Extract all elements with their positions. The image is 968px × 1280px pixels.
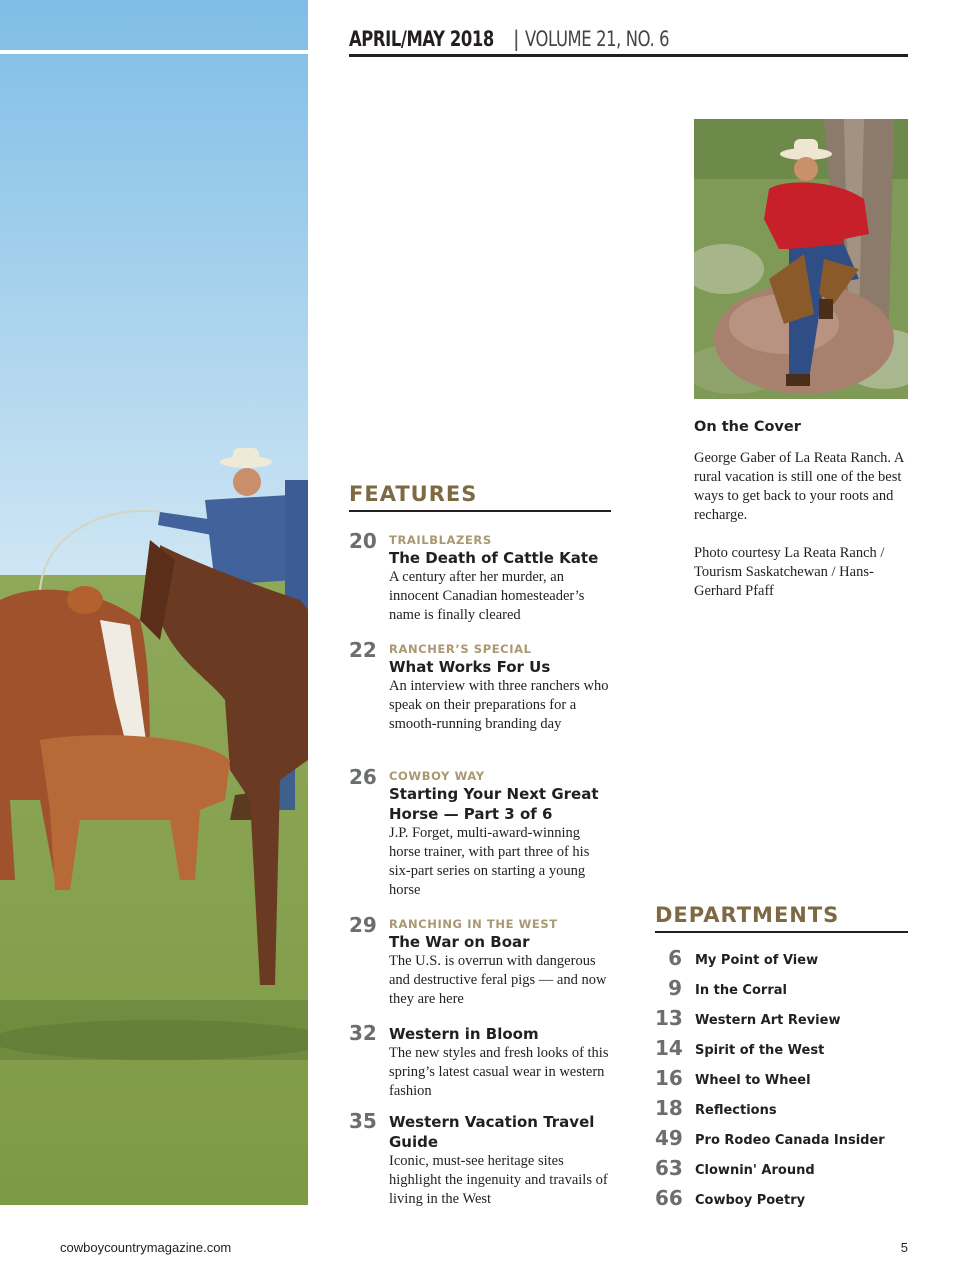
department-name[interactable]: Pro Rodeo Canada Insider <box>695 1133 885 1148</box>
feature-kicker: COWBOY WAY <box>389 769 485 783</box>
feature-description: An interview with three ranchers who speak on their preparations for a smooth-running branding day <box>389 678 609 732</box>
department-item[interactable] <box>655 976 908 1006</box>
department-page-number: 16 <box>655 1066 683 1090</box>
feature-item[interactable] <box>349 638 611 734</box>
department-name[interactable]: Wheel to Wheel <box>695 1073 811 1088</box>
feature-description: J.P. Forget, multi-award-winning horse trainer, with part three of his six-part series on starting a young horse <box>389 825 590 898</box>
department-name[interactable]: Reflections <box>695 1103 777 1118</box>
feature-description: A century after her murder, an innocent Canadian homesteader’s name is finally cleared <box>389 569 585 623</box>
department-page-number: 63 <box>655 1156 683 1180</box>
department-item[interactable] <box>655 946 908 976</box>
feature-description: The new styles and fresh looks of this spring’s latest casual wear in western fashion <box>389 1045 609 1099</box>
cover-caption: George Gaber of La Reata Ranch. A rural vacation is still one of the best ways to get back to your roots and recharge. <box>694 450 904 523</box>
feature-page-number: 32 <box>349 1021 377 1045</box>
feature-title[interactable]: Starting Your Next Great Horse — Part 3 of 6 <box>389 785 599 823</box>
department-name[interactable]: Spirit of the West <box>695 1043 825 1058</box>
feature-title[interactable]: The War on Boar <box>389 933 530 951</box>
department-page-number: 66 <box>655 1186 683 1210</box>
feature-kicker: TRAILBLAZERS <box>389 533 492 547</box>
department-item[interactable] <box>655 1006 908 1036</box>
department-page-number: 49 <box>655 1126 683 1150</box>
cover-photo <box>694 119 908 399</box>
feature-description: Iconic, must-see heritage sites highlight the ingenuity and travails of living in the West <box>389 1153 608 1207</box>
feature-title[interactable]: What Works For Us <box>389 658 551 676</box>
footer-page-number: 5 <box>900 1240 908 1255</box>
masthead-separator: | <box>512 27 520 51</box>
department-page-number: 6 <box>668 946 682 970</box>
volume-number: VOLUME 21, NO. 6 <box>525 27 670 51</box>
department-item[interactable] <box>655 1186 908 1216</box>
department-item[interactable] <box>655 1156 908 1186</box>
department-page-number: 18 <box>655 1096 683 1120</box>
department-page-number: 9 <box>668 976 682 1000</box>
feature-item[interactable] <box>349 1021 611 1101</box>
departments-list <box>655 946 908 1216</box>
feature-page-number: 35 <box>349 1109 377 1133</box>
department-name[interactable]: Cowboy Poetry <box>695 1193 806 1208</box>
department-name[interactable]: Western Art Review <box>695 1013 841 1028</box>
department-item[interactable] <box>655 1096 908 1126</box>
features-heading: FEATURES <box>349 482 611 512</box>
feature-item[interactable] <box>349 765 611 900</box>
photo-credit: Photo courtesy La Reata Ranch / Tourism Saskatchewan / Hans-Gerhard Pfaff <box>694 545 885 599</box>
feature-item[interactable] <box>349 529 611 625</box>
issue-date: APRIL/MAY 2018 <box>349 27 494 51</box>
feature-description: The U.S. is overrun with dangerous and destructive feral pigs — and now they are here <box>389 953 607 1007</box>
feature-title[interactable]: Western Vacation Travel Guide <box>389 1113 595 1151</box>
feature-title[interactable]: Western in Bloom <box>389 1025 539 1043</box>
department-name[interactable]: My Point of View <box>695 953 819 968</box>
feature-item[interactable] <box>349 1109 611 1209</box>
department-item[interactable] <box>655 1126 908 1156</box>
cowboys-horses-photo <box>0 0 308 1205</box>
departments-heading: DEPARTMENTS <box>655 903 908 933</box>
feature-kicker: RANCHER’S SPECIAL <box>389 642 532 656</box>
feature-item[interactable] <box>349 913 611 1009</box>
feature-page-number: 22 <box>349 638 377 662</box>
feature-page-number: 26 <box>349 765 377 789</box>
department-name[interactable]: In the Corral <box>695 983 787 998</box>
department-page-number: 13 <box>655 1006 683 1030</box>
feature-page-number: 20 <box>349 529 377 553</box>
department-item[interactable] <box>655 1036 908 1066</box>
department-page-number: 14 <box>655 1036 683 1060</box>
feature-page-number: 29 <box>349 913 377 937</box>
department-name[interactable]: Clownin' Around <box>695 1163 815 1178</box>
feature-kicker: RANCHING IN THE WEST <box>389 917 558 931</box>
footer-website-url[interactable]: cowboycountrymagazine.com <box>60 1240 232 1255</box>
department-item[interactable] <box>655 1066 908 1096</box>
feature-title[interactable]: The Death of Cattle Kate <box>389 549 599 567</box>
cover-title: On the Cover <box>694 419 801 435</box>
issue-masthead <box>349 26 908 57</box>
